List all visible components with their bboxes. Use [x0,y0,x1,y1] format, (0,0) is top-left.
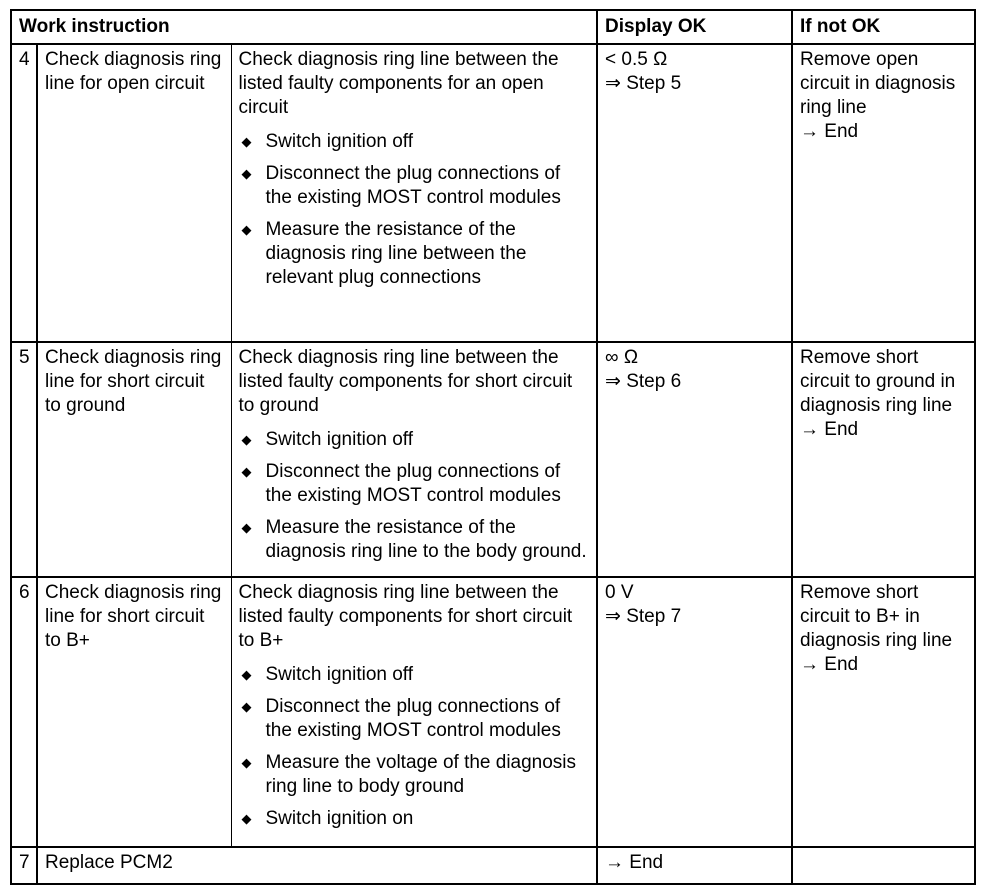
step-intro: Check diagnosis ring line between the listed faulty components for an open circuit [238,49,559,118]
list-item: ◆ Switch ignition off [241,664,414,685]
diamond-bullet-icon: ◆ [241,520,252,535]
list-item: ◆ Disconnect the plug connections of the existing MOST control modules [241,163,561,208]
diamond-bullet-icon: ◆ [241,667,252,682]
diamond-bullet-icon: ◆ [241,811,252,826]
list-item: ◆ Switch ignition off [241,131,414,152]
step-title: Replace PCM2 [37,847,597,884]
header-work-instruction: Work instruction [11,10,597,44]
header-if-not-ok: If not OK [792,10,975,44]
diamond-bullet-icon: ◆ [241,432,252,447]
step-bullet-list [239,428,591,564]
table-row [11,577,975,847]
list-item: ◆ Disconnect the plug connections of the existing MOST control modules [241,696,561,741]
list-item: ◆ Disconnect the plug connections of the existing MOST control modules [241,461,561,506]
display-ok-next: → End [605,852,664,873]
step-title: Check diagnosis ring line for short circuit to ground [37,342,231,577]
diamond-bullet-icon: ◆ [241,222,252,237]
if-not-ok-cell [792,847,975,884]
if-not-ok-cell [792,342,975,577]
display-ok-next: ⇒ Step 5 [605,73,682,94]
step-number: 6 [11,577,37,847]
diamond-bullet-icon: ◆ [241,464,252,479]
display-ok-next: ⇒ Step 7 [605,606,682,627]
step-bullet-list [239,663,591,831]
if-not-ok-action: Remove short circuit to B+ in diagnosis ring line [800,582,953,651]
step-intro: Check diagnosis ring line between the listed faulty components for short circuit to B+ [238,582,573,651]
step-description [231,577,597,847]
list-item: ◆ Measure the voltage of the diagnosis ring line to body ground [241,752,577,797]
step-number: 5 [11,342,37,577]
display-ok-cell [597,847,792,884]
step-title: Check diagnosis ring line for short circuit to B+ [37,577,231,847]
list-item: ◆ Switch ignition off [241,429,414,450]
step-title: Check diagnosis ring line for open circuit [37,44,231,342]
if-not-ok-action: Remove open circuit in diagnosis ring line [800,49,956,118]
list-item: ◆ Switch ignition on [241,808,414,829]
list-item: ◆ Measure the resistance of the diagnosis ring line between the relevant plug connections [241,219,527,288]
if-not-ok-action: Remove short circuit to ground in diagnosis ring line [800,347,956,416]
table-row [11,44,975,342]
step-description [231,342,597,577]
display-ok-cell [597,577,792,847]
display-ok-value: 0 V [605,582,634,603]
work-instruction-table [10,9,976,885]
diamond-bullet-icon: ◆ [241,699,252,714]
display-ok-value: < 0.5 Ω [605,49,668,70]
step-intro: Check diagnosis ring line between the listed faulty components for short circuit to ground [238,347,573,416]
table-header-row [11,10,975,44]
display-ok-next: ⇒ Step 6 [605,371,682,392]
if-not-ok-next: → End [800,121,859,142]
if-not-ok-next: → End [800,419,859,440]
diamond-bullet-icon: ◆ [241,166,252,181]
if-not-ok-cell [792,44,975,342]
if-not-ok-cell [792,577,975,847]
diamond-bullet-icon: ◆ [241,134,252,149]
list-item: ◆ Measure the resistance of the diagnosis ring line to the body ground. [241,517,587,562]
table-row [11,847,975,884]
step-number: 7 [11,847,37,884]
step-description [231,44,597,342]
display-ok-value: ∞ Ω [605,347,639,368]
display-ok-cell [597,342,792,577]
display-ok-cell [597,44,792,342]
step-number: 4 [11,44,37,342]
if-not-ok-next: → End [800,654,859,675]
step-bullet-list [239,130,591,290]
table-row [11,342,975,577]
header-display-ok: Display OK [597,10,792,44]
diamond-bullet-icon: ◆ [241,755,252,770]
